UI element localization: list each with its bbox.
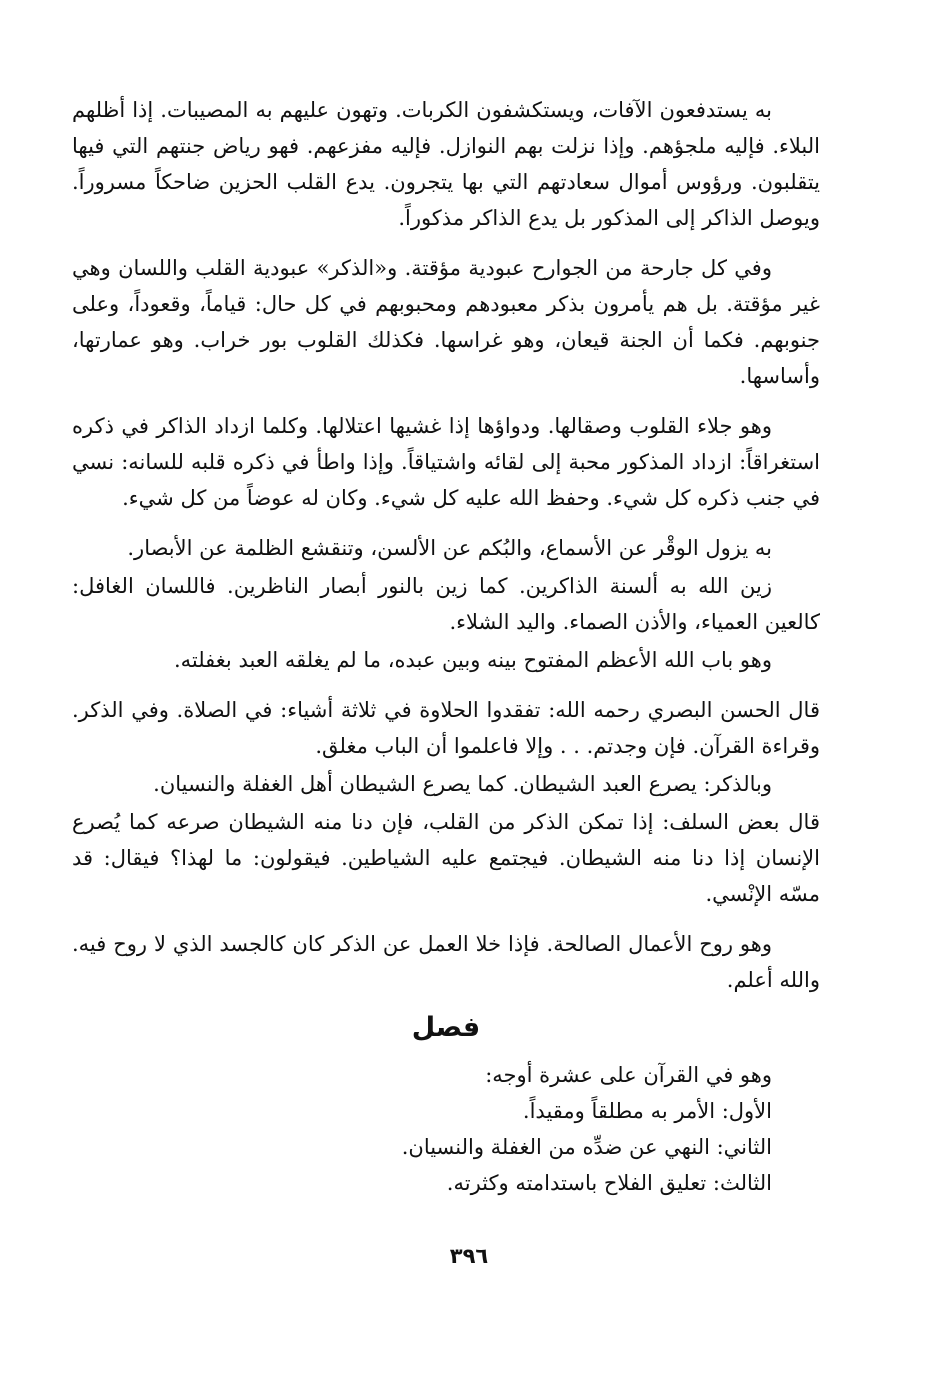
list-item: الثالث: تعليق الفلاح باستدامته وكثرته. <box>446 1171 772 1195</box>
section-intro: وهو في القرآن على عشرة أوجه: <box>485 1063 772 1087</box>
section-title: فصل <box>411 1012 481 1043</box>
page-body <box>72 92 820 1201</box>
paragraph-10: وهو روح الأعمال الصالحة. فإذا خلا العمل عن الذكر كان كالجسد الذي لا روح فيه. والله أعلم. <box>72 932 820 992</box>
list-item: الأول: الأمر به مطلقاً ومقيداً. <box>522 1099 772 1123</box>
paragraph-6: وهو باب الله الأعظم المفتوح بينه وبين عبده، ما لم يغلقه العبد بغفلته. <box>173 648 772 672</box>
paragraph-8: وبالذكر: يصرع العبد الشيطان. كما يصرع الشيطان أهل الغفلة والنسيان. <box>153 772 772 796</box>
paragraph-3: وهو جلاء القلوب وصقالها. ودواؤها إذا غشيها اعتلالها. وكلما ازداد الذاكر في ذكره استغراقاً: ازداد المذكور محبة إلى لقائه واشتياقاً. وإذا واطأ في ذكره قلبه للسانه: نسي في جنب ذكره كل شيء. وحفظ الله عليه كل شيء. وكان له عوضاً من كل شيء. <box>72 414 820 510</box>
paragraph-4: به يزول الوقْر عن الأسماع، والبُكم عن الألسن، وتنقشع الظلمة عن الأبصار. <box>127 536 772 560</box>
paragraph-7: قال الحسن البصري رحمه الله: تفقدوا الحلاوة في ثلاثة أشياء: في الصلاة. وفي الذكر. وقراءة القرآن. فإن وجدتم. . . وإلا فاعلموا أن الباب مغلق. <box>72 698 820 758</box>
page-number: ٣٩٦ <box>449 1244 489 1268</box>
section-list <box>72 1057 820 1201</box>
paragraph-5: زين الله به ألسنة الذاكرين. كما زين بالنور أبصار الناظرين. فاللسان الغافل: كالعين العمياء، والأذن الصماء. واليد الشلاء. <box>72 574 820 634</box>
paragraph-9: قال بعض السلف: إذا تمكن الذكر من القلب، فإن دنا منه الشيطان صرعه كما يُصرع الإنسان إذا دنا منه الشيطان. فيجتمع عليه الشياطين. فيقولون: ما لهذا؟ فيقال: قد مسّه الإنْسي. <box>72 810 820 906</box>
paragraph-1: به يستدفعون الآفات، ويستكشفون الكربات. وتهون عليهم به المصيبات. إذا أظلهم البلاء. فإليه ملجؤهم. وإذا نزلت بهم النوازل. فإليه مفزعهم. فهو رياض جنتهم التي فيها يتقلبون. ورؤوس أموال سعادتهم التي بها يتجرون. يدع القلب الحزين ضاحكاً مسروراً. ويوصل الذاكر إلى المذكور بل يدع الذاكر مذكوراً. <box>72 98 820 230</box>
paragraph-2: وفي كل جارحة من الجوارح عبودية مؤقتة. و«الذكر» عبودية القلب واللسان وهي غير مؤقتة. بل هم يأمرون بذكر معبودهم ومحبوبهم في كل حال: قياماً، وقعوداً، وعلى جنوبهم. فكما أن الجنة قيعان، وهو غراسها. فكذلك القلوب بور خراب. وهو عمارتها، وأساسها. <box>72 256 820 388</box>
list-item: الثاني: النهي عن ضدِّه من الغفلة والنسيان. <box>401 1135 772 1159</box>
